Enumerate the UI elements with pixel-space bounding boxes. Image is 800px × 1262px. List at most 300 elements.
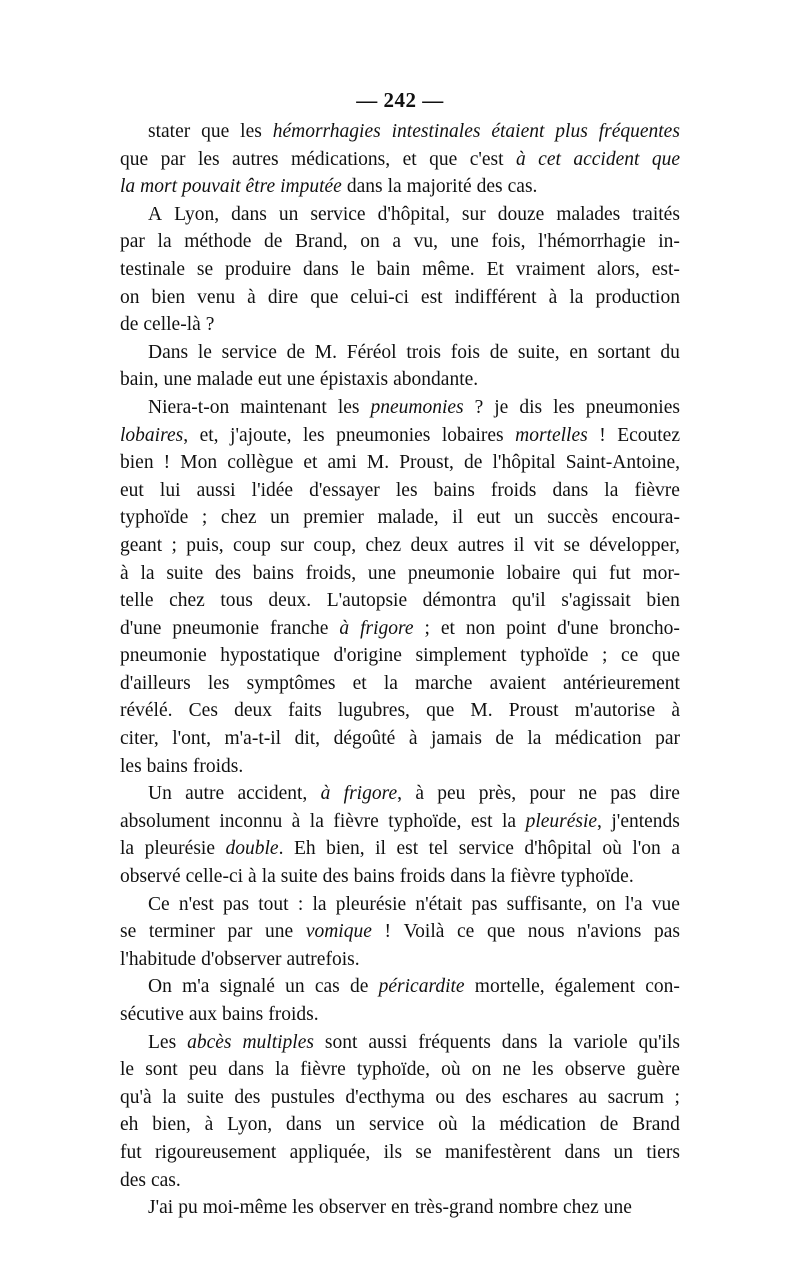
word: d'ailleurs [120,672,191,694]
word: ; [674,1086,680,1108]
word: J'ai [148,1197,174,1219]
word: pas [223,893,250,915]
word: majorité [406,176,472,198]
word: variole [573,1031,628,1053]
word: M. [470,700,493,722]
word: est [470,810,493,832]
word: les [292,1197,314,1219]
word: froids [490,479,537,501]
word: la [548,1031,563,1053]
word: cas. [151,1169,181,1191]
word: en [390,1197,410,1219]
word: à [204,1114,214,1136]
word: celle-ci [185,866,244,888]
text-line [120,118,680,146]
word: malades [556,203,621,225]
word: Niera-t-on [148,396,230,418]
paragraph [120,394,680,780]
word: M. [314,341,337,363]
word: la [387,176,402,198]
word: bien [120,452,154,474]
word: tous [220,590,253,612]
word: il [375,838,386,860]
word: fièvre [300,1059,346,1081]
word: terminer [148,921,215,943]
word: tiers [646,1141,680,1163]
word: la [120,838,135,860]
word: ne [578,783,597,805]
word: de [489,341,509,363]
word: antérieurement [563,672,680,694]
text-line [120,284,680,312]
word: broncho- [609,617,680,639]
word: aux [188,1004,218,1025]
text-line [120,1194,680,1222]
word: dans [303,258,339,280]
word: est [420,286,443,308]
word: simplement [415,645,507,667]
word: typhoïde, [356,1059,431,1081]
word: mort [140,176,178,198]
word: ils [383,1141,403,1163]
word: a [671,838,680,860]
word: ; [424,617,430,639]
word: pneumonies [370,396,464,418]
text-line [120,1139,680,1167]
word: péricardite [378,976,465,998]
word: je [494,396,509,418]
word: d'essayer [309,479,380,501]
word: la [502,810,517,832]
word: à [320,783,331,805]
word: production [595,286,680,308]
word: que [651,645,680,667]
text-line [120,1056,680,1084]
word: accident [573,148,640,170]
word: Proust [508,700,559,722]
text-line [120,780,680,808]
word: fois [450,341,480,363]
word: typhoïde. [560,866,634,888]
word: est- [651,258,680,280]
word: être [245,176,276,198]
word: deux [410,534,449,556]
word: la [157,231,172,253]
word: bains [222,1004,264,1025]
paragraph [120,891,680,974]
word: les [197,148,220,170]
word: en [569,341,588,363]
word: peu [437,783,466,805]
text-line [120,532,680,560]
word: de [286,341,306,363]
word: d'origine [333,645,402,667]
word: ce [620,645,639,667]
word: cet [538,148,561,170]
text-line [120,394,680,422]
word: démontra [422,590,497,612]
word: franche [269,617,329,639]
word: ? [205,314,215,336]
word: même. [422,258,475,280]
paragraph [120,201,680,339]
word: maintenant [240,396,327,418]
word: manifestèrent [444,1141,552,1163]
word: d'une [557,617,599,639]
word: une [265,921,294,943]
word: pleurésie [335,893,407,915]
word: un [278,203,299,225]
word: la [120,176,136,198]
paragraph [120,339,680,394]
word: Ces [188,700,218,722]
word: par [227,921,253,943]
word: dire [267,286,299,308]
word: on [596,893,616,915]
word: celle-là [143,314,201,336]
word: froids, [305,562,357,584]
word: la [527,728,542,750]
word: l'ont, [172,728,211,750]
word: sont [145,1059,178,1081]
word: Ce [148,893,170,915]
word: bien, [326,838,365,860]
word: service [368,1114,425,1136]
text-line [120,1001,680,1029]
text-line [120,560,680,588]
word: ce [457,921,475,943]
word: le [350,258,365,280]
word: sur [280,534,305,556]
word: aussi [368,1031,408,1053]
word: vit [533,534,555,556]
word: signalé [219,976,275,998]
word: nombre [498,1197,559,1219]
word: pneumonie [407,562,495,584]
word: On [148,976,172,998]
paragraph [120,973,680,1028]
word: hémorrhagies [272,121,381,142]
word: L'autopsie [326,590,408,612]
word: une [450,231,479,253]
text-line [120,504,680,532]
word: m'a-t-il [224,728,282,750]
text-line [120,946,680,974]
word: bains [353,866,395,888]
word: m'a [182,976,210,998]
word: fréquents [418,1031,491,1053]
text-line [120,422,680,450]
word: d'hôpital, [377,203,450,225]
word: que [201,121,230,142]
word: fois, [491,231,526,253]
word: les [337,396,360,418]
word: : [297,893,304,915]
text-line [120,256,680,284]
word: frigore [360,617,414,639]
text-line [120,670,680,698]
text-line [120,725,680,753]
word: tel [428,838,449,860]
word: puis, [186,534,224,556]
word: abcès [187,1031,232,1053]
text-line [120,615,680,643]
text-line [120,835,680,863]
word: coup [232,534,271,556]
word: autrefois. [286,948,360,970]
word: Un [148,783,172,805]
text-line [120,449,680,477]
word: pleurésie [144,838,215,860]
word: bain [376,258,411,280]
word: où [602,838,622,860]
word: du [660,341,680,363]
word: un [514,507,534,529]
word: ! [163,452,171,474]
word: lobaire [506,562,561,584]
word: s'agissait [561,590,631,612]
word: l'on [632,838,661,860]
word: pu [178,1197,198,1219]
word: et [352,672,367,694]
word: les [240,121,262,142]
word: à [408,728,418,750]
word: Brand [632,1114,680,1136]
word: sécutive [120,1004,184,1025]
text-line [120,891,680,919]
word: dans [501,1031,538,1053]
word: se [415,1141,432,1163]
word: que [310,286,339,308]
word: étaient [491,121,545,142]
word: mor- [642,562,680,584]
text-line [120,642,680,670]
text-line [120,146,680,174]
word: à [339,617,350,639]
word: une [163,369,192,391]
word: service [310,203,366,225]
text-line [120,311,680,339]
word: autre [185,783,225,805]
word: bains [146,755,188,777]
word: douze [497,203,545,225]
word: ami [327,452,357,474]
word: l'hémorrhagie [538,231,646,253]
word: dis [519,396,543,418]
word: il [452,507,464,529]
text-line [120,173,680,201]
word: bain, [120,369,159,391]
word: où [441,1059,461,1081]
word: médications, [291,148,391,170]
word: ne [502,1059,521,1081]
word: de [495,728,514,750]
word: malade, [377,507,439,529]
word: fièvre [634,479,680,501]
word: et [440,617,455,639]
word: in- [658,231,680,253]
word: pneumonies [585,396,680,418]
word: par [160,148,186,170]
word: d'observer [201,948,282,970]
word: vu, [413,231,438,253]
word: citer, [120,728,159,750]
word: appliquée, [289,1141,371,1163]
word: chez [365,534,402,556]
word: dire [649,783,680,805]
word: des [234,1086,261,1108]
word: que [429,148,458,170]
text-line [120,366,680,394]
word: eschares [501,1086,569,1108]
word: n'est [178,893,214,915]
word: service [458,838,514,860]
paragraph [120,1194,680,1222]
text-line [120,918,680,946]
word: que [426,700,455,722]
word: l'habitude [120,948,197,970]
text-line [120,1167,680,1195]
word: Les [148,1031,177,1053]
word: développer, [589,534,680,556]
word: pneumonies [336,424,431,446]
word: à [515,148,526,170]
word: la [312,893,327,915]
word: sur [461,203,486,225]
word: les [302,424,325,446]
word: suffisante, [506,893,587,915]
word: rigoureusement [155,1141,277,1163]
word: dans [285,1114,322,1136]
paragraph [120,1029,680,1195]
word: autres [232,148,279,170]
word: médication [554,728,642,750]
word: bien [151,286,186,308]
word: produire [225,258,292,280]
word: des [120,1169,146,1191]
text-line [120,228,680,256]
word: la [275,1059,290,1081]
word: fièvre [510,866,556,888]
word: la [471,1114,486,1136]
text-line [120,587,680,615]
word: d'une [120,617,162,639]
word: lugubres, [337,700,410,722]
word: les [553,396,575,418]
word: vue [651,893,680,915]
word: et [303,452,318,474]
word: observer [318,1197,386,1219]
word: les [531,1059,554,1081]
word: suite [186,1086,224,1108]
word: ; [201,507,208,529]
word: on [471,1059,492,1081]
word: celui-ci [350,286,409,308]
word: se [120,921,137,943]
word: fréquentes [598,121,680,142]
word: suite [280,866,318,888]
word: suite, [517,341,560,363]
word: deux. [268,590,312,612]
word: avaient [489,672,546,694]
word: dans [450,866,487,888]
word: à [120,562,129,584]
word: suite [166,562,204,584]
word: autres [457,534,505,556]
word: l'idée [251,479,294,501]
word: tout [258,893,289,915]
word: on [120,286,140,308]
word: vraiment [515,258,586,280]
word: moi-même [202,1197,288,1219]
word: froids [399,866,446,888]
word: à [548,286,558,308]
word: traités [632,203,680,225]
word: également [554,976,636,998]
word: malade [196,369,253,391]
word: à [415,783,424,805]
word: indifférent [454,286,537,308]
word: pas [610,783,637,805]
word: la [604,479,619,501]
word: de [350,976,369,998]
word: de [264,231,283,253]
word: fut [120,1141,142,1163]
word: les [395,479,418,501]
word: dans [231,203,267,225]
word: service [221,341,277,363]
word: à [247,286,256,308]
word: Saint-Antoine, [565,452,680,474]
word: sont [324,1031,358,1053]
word: que [651,148,680,170]
word: mortelle, [474,976,545,998]
text-line [120,1111,680,1139]
word: qu'il [511,590,546,612]
word: un [270,507,290,529]
word: dans [346,176,383,198]
word: lobaires [441,424,504,446]
word: faits [288,700,322,722]
word: Féréol [346,341,397,363]
word: ? [474,396,484,418]
word: imputée [280,176,342,198]
word: peu [188,1059,218,1081]
word: la [491,866,506,888]
word: Lyon, [174,203,220,225]
word: très-grand [414,1197,494,1219]
word: absolument [120,810,210,832]
word: la [162,1086,177,1108]
word: cas [314,976,340,998]
text-line [120,201,680,229]
word: hypostatique [220,645,320,667]
word: méthode [184,231,252,253]
word: une [603,1197,632,1219]
word: des [322,866,349,888]
word: l'hôpital [492,452,556,474]
word: ! [599,424,606,446]
word: coup, [313,534,357,556]
word: que [120,148,149,170]
word: pneumonie [172,617,260,639]
word: des [214,562,241,584]
word: dans [564,1141,601,1163]
word: la [261,866,276,888]
word: jamais [431,728,482,750]
word: lobaires, [120,424,189,446]
text-line [120,1029,680,1057]
